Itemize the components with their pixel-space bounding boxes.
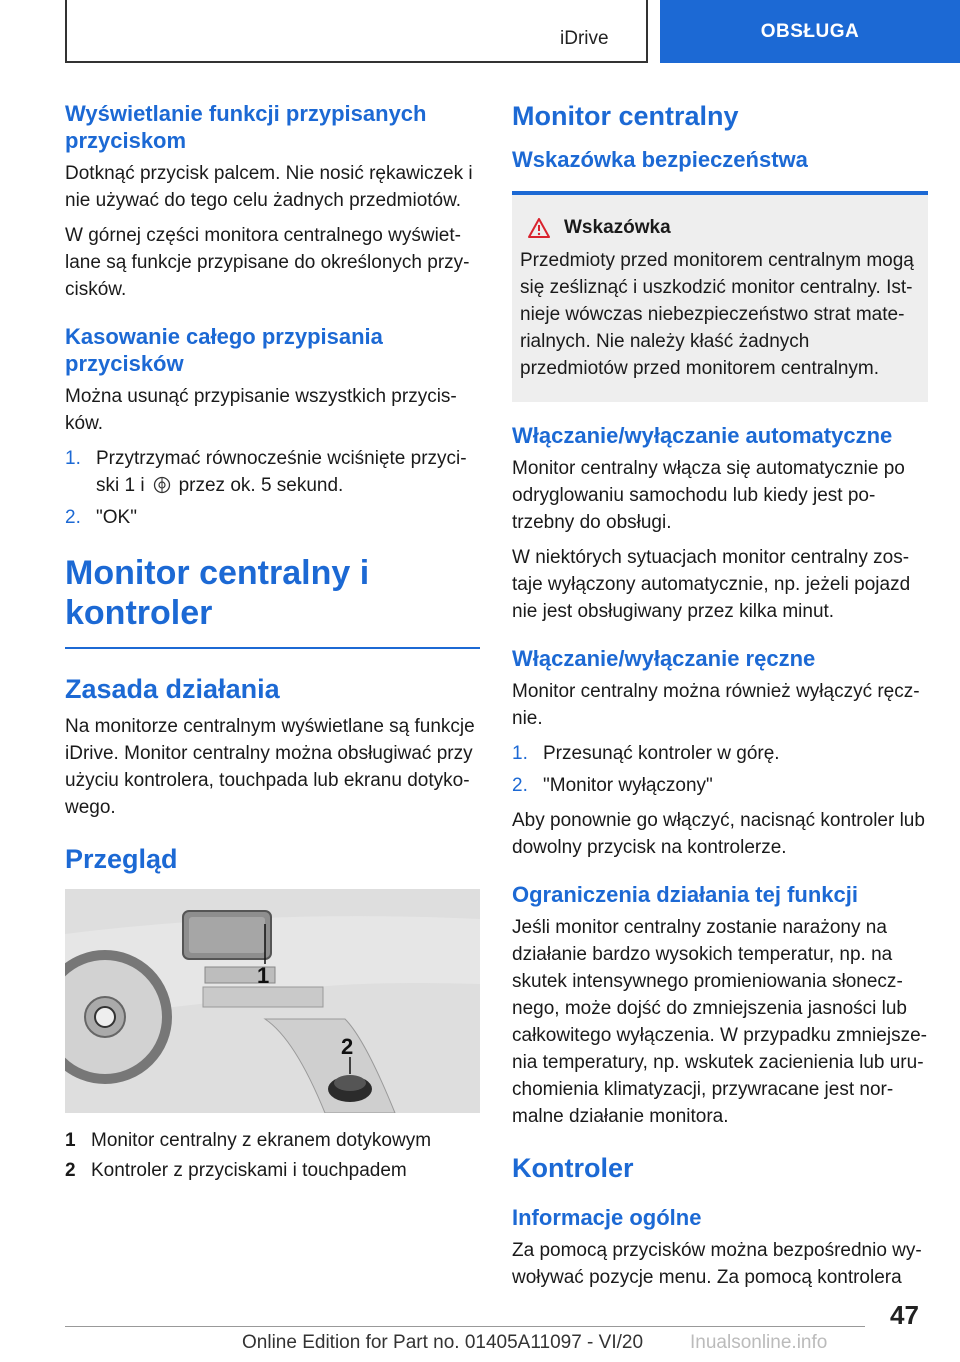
left-column xyxy=(65,100,480,1187)
watermark: Inualsonline.info xyxy=(690,1332,828,1353)
para-reenable: Aby ponownie go włączyć, nacisnąć kontroler lub dowolny przycisk na kontrolerze. xyxy=(512,810,925,858)
footer-divider xyxy=(65,1326,865,1327)
para-touch: Dotknąć przycisk palcem. Nie nosić rękawiczek i nie używać do tego celu żadnych przedmiotów. xyxy=(65,163,473,211)
step-number: 1. xyxy=(512,743,528,764)
list-item xyxy=(512,740,928,767)
manual-steps-list xyxy=(512,740,928,799)
legend-item xyxy=(65,1127,480,1154)
figure-callout-2: 2 xyxy=(341,1034,354,1059)
warning-triangle-icon xyxy=(528,218,550,238)
heading-principle: Zasada działania xyxy=(65,674,280,704)
para-principle: Na monitorze centralnym wyświetlane są funkcje iDrive. Monitor centralny można obsługiwać przy użyciu kontrolera, touchpada lub ekranu dotykowego. xyxy=(65,716,475,818)
legend-number: 1 xyxy=(65,1130,76,1151)
heading-monitor-controller: Monitor centralny i kontroler xyxy=(65,554,370,632)
heading-overview: Przegląd xyxy=(65,844,178,874)
para-delete: Można usunąć przypisanie wszystkich przycisków. xyxy=(65,386,457,434)
warning-title xyxy=(520,217,920,239)
legend-text: Kontroler z przyciskami i touchpadem xyxy=(91,1160,407,1181)
para-limits: Jeśli monitor centralny zostanie narażony na działanie bardzo wysokich temperatur, np. na skutek intensywnego promieniowania słonecznego, może dojść do zmniejszenia jasności lub całkowitego wyłączenia. W przypadku zmniejszenia temperatury, np. wskutek zacienienia lub uruchomienia klimatyzacji, przywracane jest normalne działanie monitora. xyxy=(512,917,927,1127)
para-top-monitor: W górnej części monitora centralnego wyświetlane są funkcje przypisane do określonych przycisków. xyxy=(65,225,470,300)
step-text-a: Przytrzymać równocześnie wciśnięte przyciski 1 i xyxy=(96,448,467,496)
heading-general-info: Informacje ogólne xyxy=(512,1205,702,1230)
para-auto-2: W niektórych sytuacjach monitor centralny zostaje wyłączony automatycznie, np. jeżeli pojazd nie jest obsługiwany przez kilka minut. xyxy=(512,547,911,622)
para-manual: Monitor centralny można również wyłączyć ręcznie. xyxy=(512,681,920,729)
header-section-title: iDrive xyxy=(560,28,609,49)
section-divider xyxy=(65,647,480,649)
header-chapter-tab[interactable]: OBSŁUGA xyxy=(660,0,960,63)
page-number: 47 xyxy=(890,1300,919,1330)
legend-number: 2 xyxy=(65,1160,76,1181)
heading-controller: Kontroler xyxy=(512,1153,634,1183)
step-text: "OK" xyxy=(96,507,137,528)
legend-item xyxy=(65,1157,480,1184)
para-auto-1: Monitor centralny włącza się automatycznie po odryglowaniu samochodu lub kiedy jest potrzebny do obsługi. xyxy=(512,458,905,533)
heading-manual-switch: Włączanie/wyłączanie ręczne xyxy=(512,646,816,671)
heading-delete-assignment: Kasowanie całego przypisania przycisków xyxy=(65,324,383,376)
para-general: Za pomocą przycisków można bezpośrednio wywoływać pozycje menu. Za pomocą kontrolera xyxy=(512,1240,922,1288)
warning-box xyxy=(512,191,928,402)
heading-central-monitor: Monitor centralny xyxy=(512,101,739,131)
favorite-button-icon xyxy=(153,475,171,493)
step-number: 2. xyxy=(512,775,528,796)
heading-limits: Ograniczenia działania tej funkcji xyxy=(512,882,858,907)
step-number: 2. xyxy=(65,507,81,528)
step-number: 1. xyxy=(65,448,81,469)
list-item xyxy=(512,772,928,799)
step-text: "Monitor wyłączony" xyxy=(543,775,713,796)
list-item xyxy=(65,504,480,531)
legend-text: Monitor centralny z ekranem dotykowym xyxy=(91,1130,432,1151)
heading-safety-note: Wskazówka bezpieczeństwa xyxy=(512,147,808,172)
delete-steps-list xyxy=(65,445,480,531)
right-column xyxy=(512,100,928,1299)
figure-callout-1: 1 xyxy=(257,963,270,988)
warning-label: Wskazówka xyxy=(564,217,671,238)
list-item xyxy=(65,445,480,499)
cockpit-illustration xyxy=(65,889,480,1113)
footer-edition: Online Edition for Part no. 01405A11097 - VI/20 xyxy=(242,1332,644,1353)
heading-assign-functions: Wyświetlanie funkcji przypisanych przyciskom xyxy=(65,101,427,153)
heading-auto-switch: Włączanie/wyłączanie automatyczne xyxy=(512,423,893,448)
step-text: Przesunąć kontroler w górę. xyxy=(543,743,780,764)
step-text-b: przez ok. 5 sekund. xyxy=(178,475,344,496)
warning-text: Przedmioty przed monitorem centralnym mogą się ześliznąć i uszkodzić monitor centralny. Istnieje wówczas niebezpieczeństwo strat materialnych. Nie należy kłaść żadnych przedmiotów przed monitorem centralnym. xyxy=(520,250,914,379)
